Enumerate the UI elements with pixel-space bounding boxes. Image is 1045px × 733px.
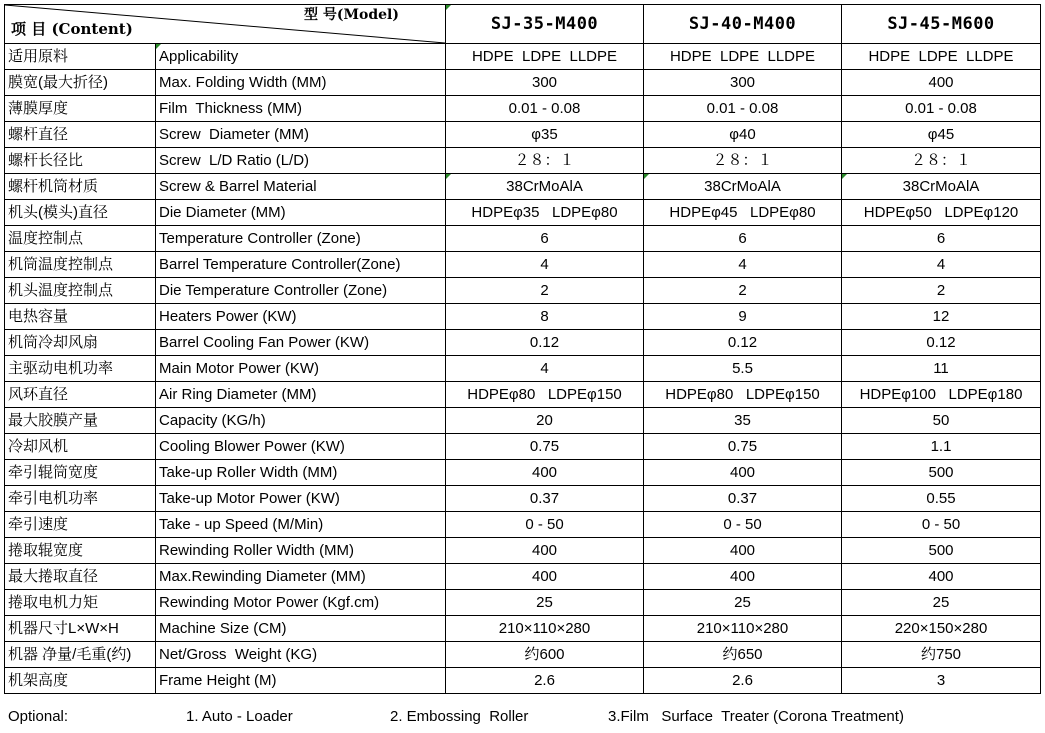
row-label-cn: 螺杆机筒材质 bbox=[5, 174, 156, 200]
spec-value: 0.12 bbox=[446, 330, 644, 356]
spec-value: 9 bbox=[644, 304, 842, 330]
spec-row bbox=[5, 122, 1041, 148]
spec-value: 2 bbox=[644, 278, 842, 304]
row-label-cn: 螺杆长径比 bbox=[5, 148, 156, 174]
optional-label: Optional: bbox=[8, 708, 69, 725]
row-label-en: Rewinding Roller Width (MM) bbox=[156, 538, 446, 564]
row-label-en: Temperature Controller (Zone) bbox=[156, 226, 446, 252]
spec-value: 38CrMoAlA bbox=[842, 174, 1041, 200]
row-label-en: Barrel Cooling Fan Power (KW) bbox=[156, 330, 446, 356]
spec-value: 12 bbox=[842, 304, 1041, 330]
spec-value: 220×150×280 bbox=[842, 616, 1041, 642]
row-label-en: Heaters Power (KW) bbox=[156, 304, 446, 330]
spec-value: HDPEφ80 LDPEφ150 bbox=[446, 382, 644, 408]
row-label-cn: 机筒冷却风扇 bbox=[5, 330, 156, 356]
spec-value: 2 bbox=[446, 278, 644, 304]
model-header: SJ-40-M400 bbox=[644, 5, 842, 44]
row-label-cn: 薄膜厚度 bbox=[5, 96, 156, 122]
spec-value: 2 bbox=[842, 278, 1041, 304]
spec-value: φ40 bbox=[644, 122, 842, 148]
row-label-en: Take-up Motor Power (KW) bbox=[156, 486, 446, 512]
spec-value: 0.01 - 0.08 bbox=[644, 96, 842, 122]
spec-value: 0 - 50 bbox=[644, 512, 842, 538]
spec-value: 2.6 bbox=[446, 668, 644, 694]
spec-value: φ45 bbox=[842, 122, 1041, 148]
row-label-en: Max. Folding Width (MM) bbox=[156, 70, 446, 96]
spec-value: 500 bbox=[842, 460, 1041, 486]
spec-row bbox=[5, 278, 1041, 304]
spec-row bbox=[5, 252, 1041, 278]
row-label-cn: 机头温度控制点 bbox=[5, 278, 156, 304]
spec-value: 0 - 50 bbox=[446, 512, 644, 538]
spec-value: 50 bbox=[842, 408, 1041, 434]
spec-value: 400 bbox=[842, 70, 1041, 96]
row-label-cn: 冷却风机 bbox=[5, 434, 156, 460]
spec-value: 0.01 - 0.08 bbox=[842, 96, 1041, 122]
spec-value: 3 bbox=[842, 668, 1041, 694]
spec-value: 11 bbox=[842, 356, 1041, 382]
spec-value: 20 bbox=[446, 408, 644, 434]
spec-value: 400 bbox=[842, 564, 1041, 590]
spec-value: 25 bbox=[842, 590, 1041, 616]
spec-table bbox=[4, 4, 1041, 694]
optional-item: 1. Auto - Loader bbox=[186, 708, 293, 725]
spec-value: 4 bbox=[446, 356, 644, 382]
row-label-en: Cooling Blower Power (KW) bbox=[156, 434, 446, 460]
spec-value: 4 bbox=[842, 252, 1041, 278]
optional-item: 3.Film Surface Treater (Corona Treatment) bbox=[608, 708, 904, 725]
spec-value: 210×110×280 bbox=[644, 616, 842, 642]
row-label-en: Die Temperature Controller (Zone) bbox=[156, 278, 446, 304]
spec-value: 0.37 bbox=[446, 486, 644, 512]
spec-value: 400 bbox=[644, 460, 842, 486]
row-label-en: Max.Rewinding Diameter (MM) bbox=[156, 564, 446, 590]
row-label-en: Screw & Barrel Material bbox=[156, 174, 446, 200]
spec-row bbox=[5, 174, 1041, 200]
spec-value: 400 bbox=[446, 460, 644, 486]
row-label-cn: 主驱动电机功率 bbox=[5, 356, 156, 382]
model-header: SJ-35-M400 bbox=[446, 5, 644, 44]
model-label: 型 号(Model) bbox=[304, 7, 399, 23]
spec-value: 38CrMoAlA bbox=[446, 174, 644, 200]
row-label-en: Main Motor Power (KW) bbox=[156, 356, 446, 382]
row-label-en: Applicability bbox=[156, 44, 446, 70]
spec-value: 400 bbox=[446, 564, 644, 590]
spec-value: 25 bbox=[644, 590, 842, 616]
spec-value: 400 bbox=[644, 538, 842, 564]
spec-row bbox=[5, 642, 1041, 668]
spec-value: 0.37 bbox=[644, 486, 842, 512]
row-label-en: Take - up Speed (M/Min) bbox=[156, 512, 446, 538]
spec-value: 约750 bbox=[842, 642, 1041, 668]
spec-row bbox=[5, 668, 1041, 694]
row-label-cn: 牵引电机功率 bbox=[5, 486, 156, 512]
row-label-en: Take-up Roller Width (MM) bbox=[156, 460, 446, 486]
spec-value: 8 bbox=[446, 304, 644, 330]
spec-value: ２８：１ bbox=[644, 148, 842, 174]
row-label-cn: 最大胶膜产量 bbox=[5, 408, 156, 434]
spec-value: 38CrMoAlA bbox=[644, 174, 842, 200]
model-header: SJ-45-M600 bbox=[842, 5, 1041, 44]
spec-value: HDPEφ50 LDPEφ120 bbox=[842, 200, 1041, 226]
optional-footer bbox=[8, 708, 1038, 728]
row-label-cn: 风环直径 bbox=[5, 382, 156, 408]
spec-value: 0.01 - 0.08 bbox=[446, 96, 644, 122]
spec-value: 210×110×280 bbox=[446, 616, 644, 642]
spec-value: 400 bbox=[644, 564, 842, 590]
spec-row bbox=[5, 590, 1041, 616]
spec-value: HDPEφ45 LDPEφ80 bbox=[644, 200, 842, 226]
spec-value: 0.75 bbox=[446, 434, 644, 460]
row-label-cn: 螺杆直径 bbox=[5, 122, 156, 148]
row-label-en: Net/Gross Weight (KG) bbox=[156, 642, 446, 668]
row-label-en: Film Thickness (MM) bbox=[156, 96, 446, 122]
row-label-cn: 机头(模头)直径 bbox=[5, 200, 156, 226]
row-label-en: Barrel Temperature Controller(Zone) bbox=[156, 252, 446, 278]
row-label-cn: 牵引速度 bbox=[5, 512, 156, 538]
spec-row bbox=[5, 408, 1041, 434]
spec-row bbox=[5, 70, 1041, 96]
spec-value: φ35 bbox=[446, 122, 644, 148]
row-label-cn: 牵引辊筒宽度 bbox=[5, 460, 156, 486]
row-label-cn: 机筒温度控制点 bbox=[5, 252, 156, 278]
row-label-cn: 适用原料 bbox=[5, 44, 156, 70]
spec-value: 约650 bbox=[644, 642, 842, 668]
row-label-cn: 电热容量 bbox=[5, 304, 156, 330]
row-label-cn: 捲取辊宽度 bbox=[5, 538, 156, 564]
spec-row bbox=[5, 538, 1041, 564]
spec-value: 500 bbox=[842, 538, 1041, 564]
spec-row bbox=[5, 512, 1041, 538]
spec-value: 300 bbox=[644, 70, 842, 96]
spec-value: 25 bbox=[446, 590, 644, 616]
content-model-header bbox=[5, 5, 446, 44]
spec-value: 4 bbox=[644, 252, 842, 278]
header-row bbox=[5, 5, 1041, 44]
spec-row bbox=[5, 96, 1041, 122]
spec-value: 约600 bbox=[446, 642, 644, 668]
spec-row bbox=[5, 616, 1041, 642]
row-label-en: Air Ring Diameter (MM) bbox=[156, 382, 446, 408]
spec-value: HDPE LDPE LLDPE bbox=[446, 44, 644, 70]
spec-value: HDPEφ80 LDPEφ150 bbox=[644, 382, 842, 408]
row-label-en: Rewinding Motor Power (Kgf.cm) bbox=[156, 590, 446, 616]
spec-value: 6 bbox=[446, 226, 644, 252]
row-label-en: Die Diameter (MM) bbox=[156, 200, 446, 226]
spec-row bbox=[5, 304, 1041, 330]
spec-value: 35 bbox=[644, 408, 842, 434]
spec-value: HDPEφ100 LDPEφ180 bbox=[842, 382, 1041, 408]
spec-value: 6 bbox=[842, 226, 1041, 252]
spec-value: 400 bbox=[446, 538, 644, 564]
row-label-cn: 最大捲取直径 bbox=[5, 564, 156, 590]
row-label-cn: 机架高度 bbox=[5, 668, 156, 694]
spec-row bbox=[5, 330, 1041, 356]
row-label-en: Screw L/D Ratio (L/D) bbox=[156, 148, 446, 174]
spec-row bbox=[5, 460, 1041, 486]
spec-row bbox=[5, 564, 1041, 590]
spec-value: 6 bbox=[644, 226, 842, 252]
row-label-en: Capacity (KG/h) bbox=[156, 408, 446, 434]
spec-row bbox=[5, 44, 1041, 70]
row-label-en: Screw Diameter (MM) bbox=[156, 122, 446, 148]
spec-value: 0.75 bbox=[644, 434, 842, 460]
row-label-en: Frame Height (M) bbox=[156, 668, 446, 694]
spec-value: 0.12 bbox=[842, 330, 1041, 356]
spec-value: ２８：１ bbox=[446, 148, 644, 174]
row-label-cn: 机器尺寸L×W×H bbox=[5, 616, 156, 642]
spec-value: 300 bbox=[446, 70, 644, 96]
optional-item: 2. Embossing Roller bbox=[390, 708, 529, 725]
row-label-cn: 温度控制点 bbox=[5, 226, 156, 252]
spec-value: 2.6 bbox=[644, 668, 842, 694]
spec-row bbox=[5, 356, 1041, 382]
spec-value: HDPE LDPE LLDPE bbox=[644, 44, 842, 70]
row-label-cn: 膜宽(最大折径) bbox=[5, 70, 156, 96]
spec-row bbox=[5, 382, 1041, 408]
spec-value: HDPEφ35 LDPEφ80 bbox=[446, 200, 644, 226]
row-label-cn: 机器 净量/毛重(约) bbox=[5, 642, 156, 668]
spec-value: HDPE LDPE LLDPE bbox=[842, 44, 1041, 70]
spec-value: 0 - 50 bbox=[842, 512, 1041, 538]
spec-value: 1.1 bbox=[842, 434, 1041, 460]
spec-row bbox=[5, 148, 1041, 174]
spec-value: 5.5 bbox=[644, 356, 842, 382]
spec-row bbox=[5, 226, 1041, 252]
spec-value: 4 bbox=[446, 252, 644, 278]
row-label-cn: 捲取电机力矩 bbox=[5, 590, 156, 616]
spec-value: 0.55 bbox=[842, 486, 1041, 512]
row-label-en: Machine Size (CM) bbox=[156, 616, 446, 642]
spec-row bbox=[5, 434, 1041, 460]
spec-value: ２８：１ bbox=[842, 148, 1041, 174]
spec-row bbox=[5, 486, 1041, 512]
spec-row bbox=[5, 200, 1041, 226]
content-label: 项 目 (Content) bbox=[11, 20, 133, 38]
spec-value: 0.12 bbox=[644, 330, 842, 356]
